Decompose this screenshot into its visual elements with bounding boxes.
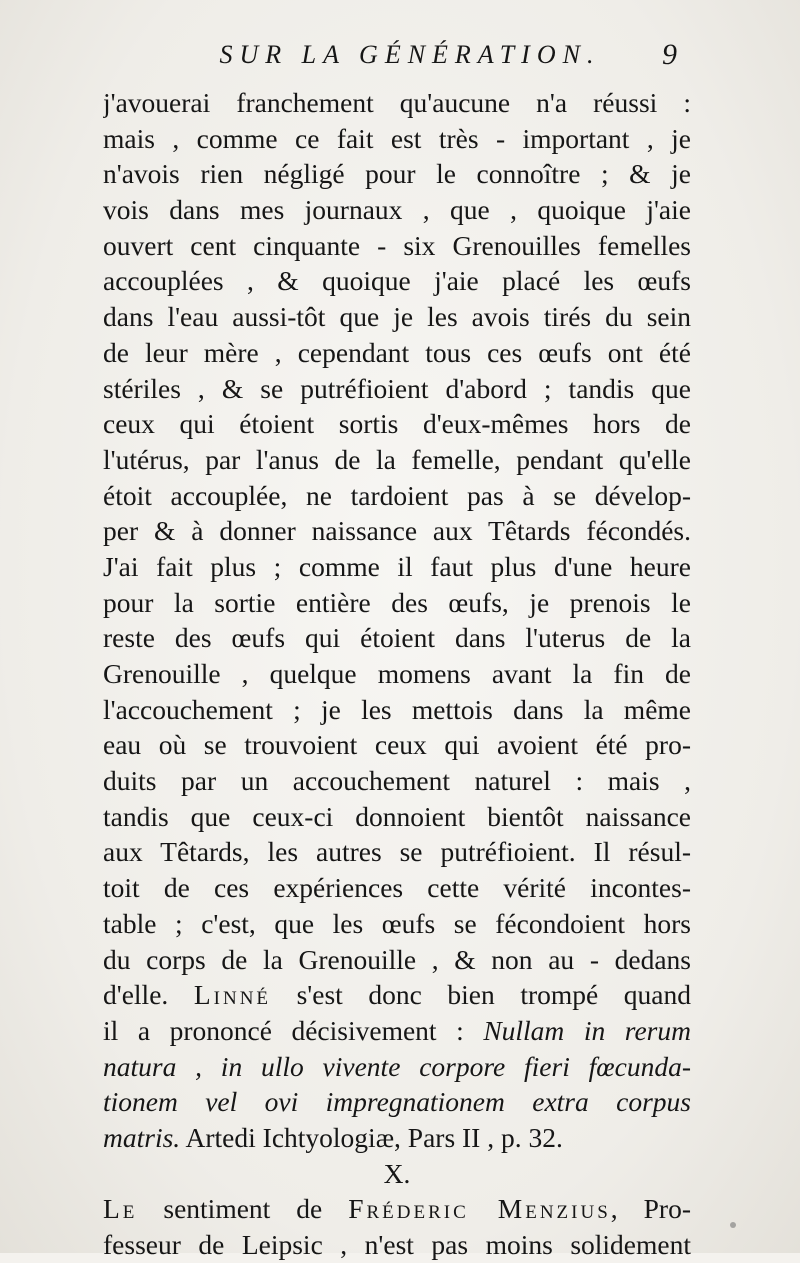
text-line: stériles , & se putréfioient d'abord ; tandis que: [103, 372, 691, 404]
text-line: vois dans mes journaux , que , quoique j'aie: [103, 194, 691, 226]
latin-quote: tionem vel ovi impregnationem extra corpus: [103, 1086, 691, 1118]
text-line: [103, 1084, 691, 1120]
text-line: du corps de la Grenouille , & non au - dedans: [103, 943, 691, 975]
text-line: table ; c'est, que les œufs se fécondoient hors: [103, 907, 691, 939]
text-line: j'avouerai franchement qu'aucune n'a réussi :: [103, 87, 691, 118]
ink-speck: [730, 1222, 736, 1228]
latin-quote: Nullam in rerum: [483, 1014, 691, 1046]
text-line: fesseur de Leipsic , n'est pas moins solidement: [103, 1229, 691, 1260]
text-line: l'utérus, par l'anus de la femelle, pendant qu'elle: [103, 443, 691, 475]
text-line: tandis que ceux-ci donnoient bientôt naissance: [103, 800, 691, 832]
latin-quote: natura , in ullo vivente corpore fieri fœcunda-: [103, 1050, 691, 1082]
text-line: aux Têtards, les autres se putréfioient. Il résul-: [103, 836, 691, 868]
text-line: reste des œufs qui étoient dans l'uterus de la: [103, 622, 691, 654]
text-line: toit de ces expériences cette vérité incontes-: [103, 872, 691, 904]
text-line: pour la sortie entière des œufs, je prenois le: [103, 586, 691, 618]
text-line: per & à donner naissance aux Têtards fécondés.: [103, 515, 691, 547]
text-line: [103, 1049, 691, 1085]
text-line: ceux qui étoient sortis d'eux-mêmes hors de: [103, 408, 691, 440]
text-line: de leur mère , cependant tous ces œufs ont été: [103, 336, 691, 368]
text-line: dans l'eau aussi-tôt que je les avois tirés du sein: [103, 301, 691, 333]
text-line: duits par un accouchement naturel : mais ,: [103, 765, 691, 797]
text-line: eau où se trouvoient ceux qui avoient été pro-: [103, 729, 691, 761]
running-head: SUR LA GÉNÉRATION.: [219, 40, 601, 69]
text-line: Le sentiment de Fréderic Menzius, Pro-: [103, 1193, 691, 1225]
text-line: [103, 1120, 691, 1156]
text-line: n'avois rien négligé pour le connoître ; & je: [103, 158, 691, 190]
page-number: 9: [662, 38, 677, 71]
text-line: mais , comme ce fait est très - important , je: [103, 122, 691, 154]
text-line: il a prononcé décisivement : Nullam in rerum: [103, 1014, 691, 1046]
citation: Artedi Ichtyologiæ, Pars II , p. 32.: [180, 1121, 563, 1153]
text-line: étoit accouplée, ne tardoient pas à se dévelop-: [103, 479, 691, 511]
text-line: J'ai fait plus ; comme il faut plus d'une heure: [103, 550, 691, 582]
section-number: X.: [383, 1157, 411, 1189]
text-line: d'elle. Linné s'est donc bien trompé quand: [103, 979, 691, 1011]
author-name-menzius: Fréderic Menzius: [348, 1193, 611, 1225]
text-line: l'accouchement ; je les mettois dans la même: [103, 693, 691, 725]
body-text: [103, 85, 691, 1263]
latin-quote: matris.: [103, 1121, 181, 1153]
author-name-linne: Linné: [193, 979, 272, 1011]
text-line: Grenouille , quelque momens avant la fin de: [103, 658, 691, 689]
text-line: ouvert cent cinquante - six Grenouilles femelles: [103, 229, 691, 261]
text-line: accouplées , & quoique j'aie placé les œufs: [103, 265, 691, 297]
